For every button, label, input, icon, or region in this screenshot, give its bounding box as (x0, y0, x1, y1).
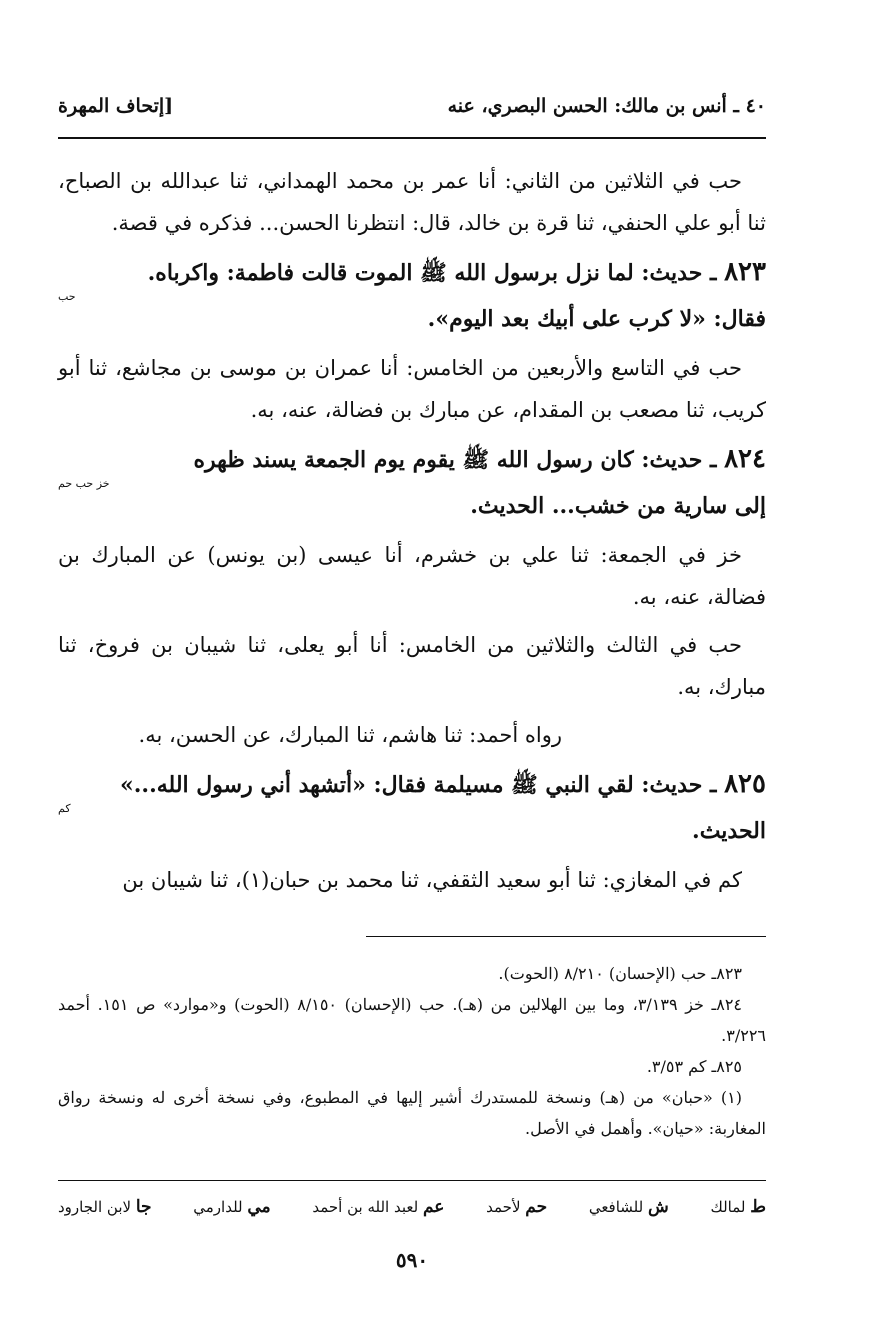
footnote-rule (366, 936, 766, 937)
source-sigla: حب (58, 290, 76, 303)
paragraph: خز في الجمعة: ثنا علي بن خشرم، أنا عيسى (بن يونس) عن المبارك بن فضالة، عنه، به. (58, 543, 766, 609)
hadith-number: ٨٢٣ (724, 257, 766, 287)
hadith-line: فقال: «لا كرب على أبيك بعد اليوم». (427, 306, 766, 332)
footnote: ٨٢٣ـ حب (الإحسان) ٨/٢١٠ (الحوت). (498, 964, 742, 983)
hadith-line: إلى سارية من خشب... الحديث. (470, 493, 766, 519)
legend-item: مي للدارمي (193, 1197, 271, 1217)
hadith-823 (58, 250, 766, 341)
footnote: ٨٢٥ـ كم ٣/٥٣. (646, 1057, 742, 1076)
footnote: (١) «حبان» من (هـ) ونسخة للمستدرك أشير إليها في المطبوع، وفي نسخة أخرى له ونسخة رواق المغاربة: «حيان». وأهمل في الأصل. (58, 1088, 766, 1138)
paragraph: حب في الثلاثين من الثاني: أنا عمر بن محمد الهمداني، ثنا عبدالله بن الصباح، ثنا أبو علي الحنفي، ثنا قرة بن خالد، قال: انتظرنا الحسن... فذكره في قصة. (58, 169, 766, 235)
hadith-line: ـ حديث: كان رسول الله ﷺ يقوم يوم الجمعة يسند ظهره (193, 447, 717, 473)
legend-item: جا لابن الجارود (58, 1197, 152, 1217)
header-book-title: [إتحاف المهرة (58, 95, 174, 117)
paragraph: رواه أحمد: ثنا هاشم، ثنا المبارك، عن الحسن، به. (138, 723, 562, 747)
hadith-number: ٨٢٥ (724, 769, 766, 799)
hadith-line: ـ حديث: لقي النبي ﷺ مسيلمة فقال: «أتشهد أني رسول الله...» (120, 772, 717, 798)
hadith-line: ـ حديث: لما نزل برسول الله ﷺ الموت قالت فاطمة: واكرباه. (147, 260, 717, 286)
legend-item: عم لعبد الله بن أحمد (312, 1197, 445, 1217)
footnotes (58, 958, 766, 1144)
main-text (58, 160, 766, 907)
hadith-824 (58, 437, 766, 528)
header-rule (58, 137, 766, 139)
footnote: ٨٢٤ـ خز ٣/١٣٩، وما بين الهلالين من (هـ). حب (الإحسان) ٨/١٥٠ (الحوت) و«موارد» ص ١٥١. أحمد ٣/٢٢٦. (58, 995, 766, 1045)
legend-item: ط لمالك (710, 1197, 766, 1217)
legend-item: ش للشافعي (588, 1197, 669, 1217)
paragraph: كم في المغازي: ثنا أبو سعيد الثقفي، ثنا محمد بن حبان(١)، ثنا شيبان بن (122, 868, 742, 892)
page (58, 0, 766, 1333)
page-number: ٥٩٠ (395, 1248, 429, 1272)
hadith-number: ٨٢٤ (724, 444, 766, 474)
abbreviation-legend (58, 1192, 766, 1222)
header-chapter: ٤٠ ـ أنس بن مالك: الحسن البصري، عنه (447, 95, 766, 117)
source-sigla: خز حب حم (58, 477, 110, 490)
paragraph: حب في التاسع والأربعين من الخامس: أنا عمران بن موسى بن مجاشع، ثنا أبو كريب، ثنا مصعب بن المقدام، عن مبارك بن فضالة، عنه، به. (58, 356, 766, 422)
legend-item: حم لأحمد (486, 1197, 548, 1217)
running-header (58, 88, 766, 124)
hadith-825 (58, 762, 766, 853)
hadith-line: الحديث. (692, 818, 766, 844)
legend-rule (58, 1180, 766, 1181)
source-sigla: كم (58, 802, 71, 815)
paragraph: حب في الثالث والثلاثين من الخامس: أنا أبو يعلى، ثنا شيبان بن فروخ، ثنا مبارك، به. (58, 633, 766, 699)
